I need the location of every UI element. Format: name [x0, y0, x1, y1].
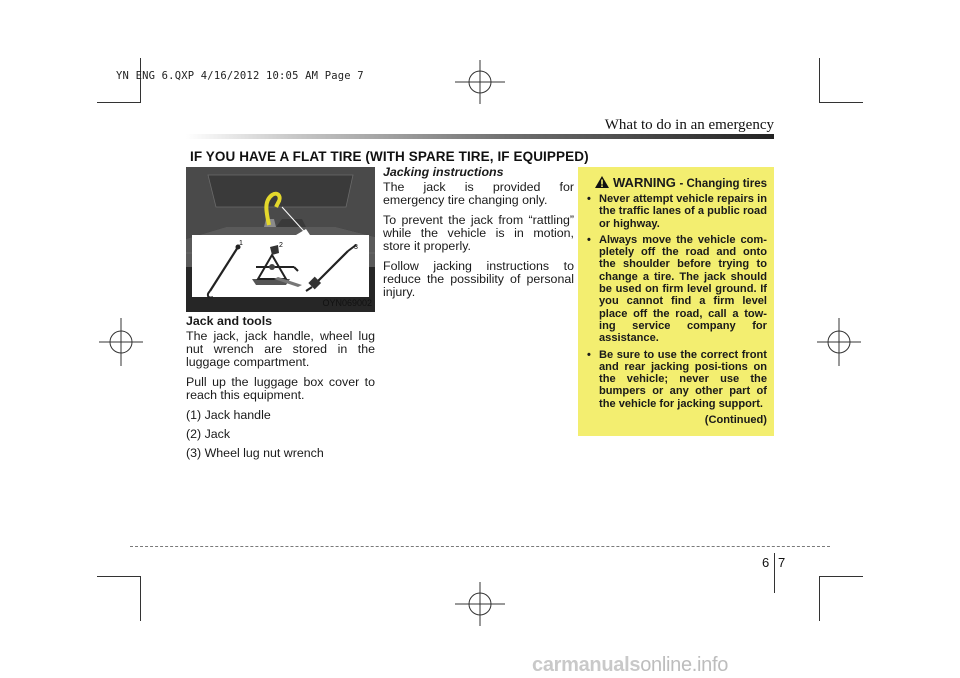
warning-list — [585, 193, 767, 410]
crop-mark — [819, 577, 820, 621]
jack-tools-figure — [186, 167, 375, 312]
page-number: 7 — [778, 555, 786, 570]
jacking-instructions-section — [383, 166, 574, 306]
body-paragraph: Follow jacking instructions to reduce the possibility of personal injury. — [383, 259, 574, 299]
list-item: (1) Jack handle — [186, 408, 271, 422]
warning-box — [578, 167, 774, 436]
svg-text:1: 1 — [239, 240, 243, 247]
footer-rule — [130, 546, 830, 547]
crop-mark — [97, 576, 141, 577]
warning-item — [585, 234, 767, 345]
section-title: IF YOU HAVE A FLAT TIRE (WITH SPARE TIRE, IF EQUIPPED) — [190, 149, 589, 164]
bullet-icon: • — [587, 193, 591, 205]
list-item: (3) Wheel lug nut wrench — [186, 446, 324, 460]
chapter-number: 6 — [762, 555, 770, 570]
body-paragraph: Pull up the luggage box cover to reach this equipment. — [186, 375, 375, 402]
list-item: (2) Jack — [186, 427, 231, 441]
crop-mark — [819, 58, 820, 102]
watermark — [532, 654, 728, 677]
warning-item — [585, 349, 767, 410]
figure-code: OYN069002 — [322, 298, 372, 308]
body-paragraph: The jack, jack handle, wheel lug nut wrench are stored in the luggage compartment. — [186, 329, 375, 369]
body-paragraph: The jack is provided for emergency tire changing only. — [383, 180, 574, 207]
warning-title-row — [585, 175, 767, 190]
warning-item-text: Never attempt vehicle repairs in the traffic lanes of a public road or highway. — [599, 193, 767, 230]
registration-mark-icon — [817, 318, 861, 366]
crop-mark — [819, 102, 863, 103]
page-number-divider — [774, 553, 775, 593]
chapter-title: What to do in an emergency — [604, 117, 774, 133]
registration-mark-icon — [99, 318, 143, 366]
svg-text:3: 3 — [354, 244, 358, 251]
watermark-part: carmanuals — [532, 654, 641, 676]
registration-mark-icon — [455, 60, 505, 104]
jack-and-tools-section — [186, 315, 375, 466]
crop-mark — [140, 577, 141, 621]
continued-label: (Continued) — [704, 414, 767, 427]
warning-subtitle: - Changing tires — [679, 178, 767, 190]
header-rule — [186, 134, 774, 139]
warning-item-text: Always move the vehicle com-pletely off the road and onto the shoulder before trying to change a tire. The jack should be used on firm level ground. If you cannot find a firm level place off the road, call a tow-ing service company for assistance. — [599, 233, 767, 345]
bullet-icon: • — [587, 233, 591, 246]
body-paragraph: To prevent the jack from “rattling” while the vehicle is in motion, store it properly. — [383, 213, 574, 253]
print-slug: YN ENG 6.QXP 4/16/2012 10:05 AM Page 7 — [116, 70, 364, 82]
jacking-instructions-heading: Jacking instructions — [383, 165, 504, 179]
svg-text:2: 2 — [279, 242, 283, 249]
registration-mark-icon — [455, 582, 505, 626]
crop-mark — [97, 102, 141, 103]
watermark-part: online.info — [640, 654, 729, 676]
jack-and-tools-heading: Jack and tools — [186, 314, 273, 328]
bullet-icon: • — [587, 348, 591, 361]
warning-triangle-icon — [595, 176, 609, 188]
warning-item — [585, 193, 767, 230]
crop-mark — [819, 576, 863, 577]
warning-item-text: Be sure to use the correct front and rear jacking posi-tions on the vehicle; never use the bumpers or any other part of the vehicle for jacking support. — [599, 348, 767, 410]
warning-title: WARNING — [613, 175, 676, 190]
